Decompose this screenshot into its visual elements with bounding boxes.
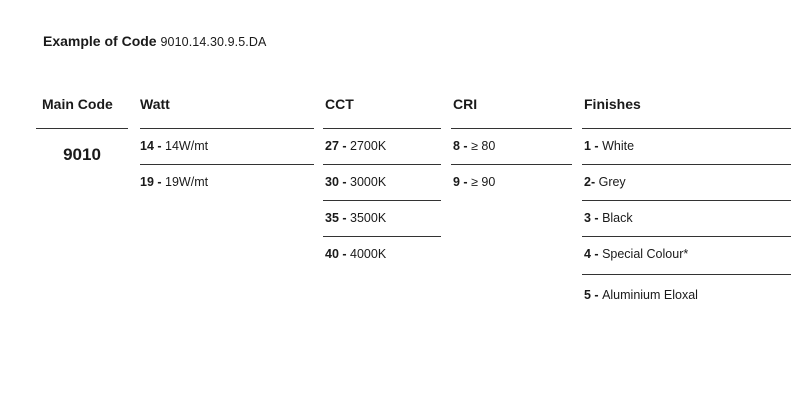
cct-row-code: 30 [325, 175, 339, 189]
finishes-row-code: 1 [584, 139, 591, 153]
finishes-row-text: Special Colour* [602, 247, 689, 261]
finishes-row-text: Grey [598, 175, 626, 189]
cct-row-sep: - [338, 247, 351, 261]
finishes-row-sep: - [590, 211, 603, 225]
finishes-row [582, 129, 791, 165]
cct-row-code: 27 [325, 139, 339, 153]
cct-row-code: 40 [325, 247, 339, 261]
cct-row-sep: - [338, 139, 351, 153]
cri-row-text: ≥ 90 [471, 175, 496, 189]
main-code-value: 9010 [63, 145, 101, 164]
watt-row-code: 14 [140, 139, 154, 153]
watt-row-sep: - [153, 175, 166, 189]
watt-row [140, 165, 314, 201]
cri-row-sep: - [459, 175, 472, 189]
cct-row-text: 3000K [350, 175, 387, 189]
cri-row [451, 129, 572, 165]
finishes-row-code: 2 [584, 175, 591, 189]
finishes-row-code: 5 [584, 288, 591, 302]
finishes-column [582, 94, 791, 311]
finishes-row [582, 237, 791, 275]
finishes-row [582, 201, 791, 237]
finishes-row-sep: - [590, 175, 599, 189]
finishes-row-code: 4 [584, 247, 591, 261]
cct-row [323, 165, 441, 201]
cct-row [323, 129, 441, 165]
cct-row-text: 4000K [350, 247, 387, 261]
finishes-row-text: Black [602, 211, 633, 225]
main-code-column [36, 94, 128, 165]
watt-column [140, 94, 314, 201]
watt-row [140, 129, 314, 165]
cct-row [323, 201, 441, 237]
watt-row-text: 19W/mt [165, 175, 209, 189]
cct-row-text: 3500K [350, 211, 387, 225]
cct-column [323, 94, 441, 273]
finishes-row-text: White [602, 139, 635, 153]
finishes-row-text: Aluminium Eloxal [602, 288, 698, 302]
finishes-row-code: 3 [584, 211, 591, 225]
finishes-row-sep: - [590, 247, 603, 261]
watt-row-code: 19 [140, 175, 154, 189]
cri-header: CRI [453, 96, 478, 112]
finishes-header: Finishes [584, 96, 641, 112]
cct-row [323, 237, 441, 273]
finishes-row-sep: - [590, 139, 603, 153]
cri-column [451, 94, 572, 201]
example-code-value: 9010.14.30.9.5.DA [160, 35, 267, 49]
watt-row-text: 14W/mt [165, 139, 209, 153]
example-code-label: Example of Code [43, 33, 157, 49]
watt-row-sep: - [153, 139, 166, 153]
cct-row-text: 2700K [350, 139, 387, 153]
cct-row-sep: - [338, 175, 351, 189]
cri-row-text: ≥ 80 [471, 139, 496, 153]
cri-row-code: 8 [453, 139, 460, 153]
finishes-row-sep: - [590, 288, 603, 302]
cct-row-code: 35 [325, 211, 339, 225]
watt-header: Watt [140, 96, 170, 112]
main-code-header: Main Code [42, 96, 113, 112]
finishes-row [582, 275, 791, 311]
example-code-line [43, 33, 266, 49]
cri-row-sep: - [459, 139, 472, 153]
cri-row-code: 9 [453, 175, 460, 189]
cct-header: CCT [325, 96, 354, 112]
cct-row-sep: - [338, 211, 351, 225]
finishes-row [582, 165, 791, 201]
cri-row [451, 165, 572, 201]
